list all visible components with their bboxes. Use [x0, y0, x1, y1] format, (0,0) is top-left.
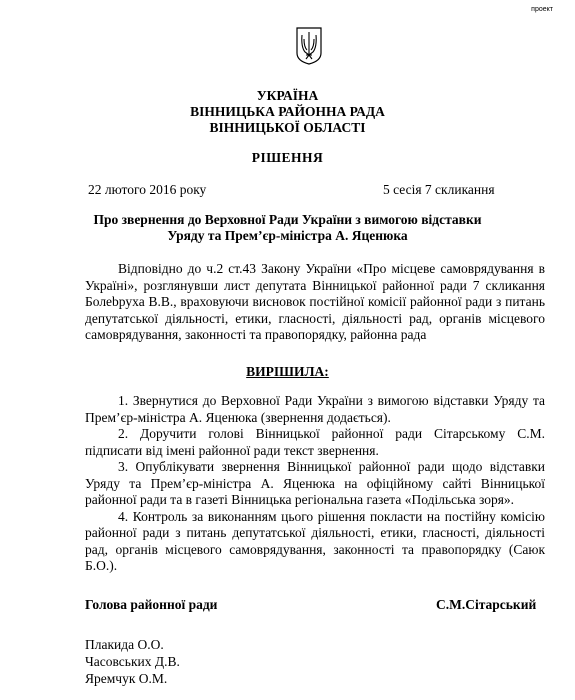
preamble	[85, 261, 545, 344]
resolved-heading: ВИРІШИЛА:	[246, 364, 329, 379]
preamble-text: Відповідно до ч.2 ст.43 Закону України «Про місцеве самоврядування в Україні», розглянувши лист депутата Вінницької районної ради 7 скликання Болеbруха В.В., враховуючи висновок постійної комісії районної ради з питань депутатської діяльності, етики, гласності, діяльності рад, органів місцевого самоврядування, законності та правопорядку, районна рада	[85, 261, 545, 342]
signer-name: Яремчук О.М.	[85, 671, 168, 686]
trident-coat-of-arms-icon	[296, 27, 322, 65]
signer-name: Часовських Д.В.	[85, 654, 180, 669]
decision-point: 1. Звернутися до Верховної Ради України з вимогою відставки Уряду та Прем’єр-міністра А. Яценюка (звернення додається).	[85, 393, 545, 425]
header-council: ВІННИЦЬКА РАЙОННА РАДА	[190, 104, 385, 119]
decision-point: 2. Доручити голові Вінницької районної ради Сітарському С.М. підписати від імені районної ради текст звернення.	[85, 426, 545, 458]
document-header	[0, 88, 575, 136]
draft-mark: проект	[531, 6, 553, 13]
chairman-name: С.М.Сітарський	[436, 597, 537, 612]
decision-title: РІШЕННЯ	[251, 150, 324, 165]
header-country: УКРАЇНА	[256, 88, 319, 103]
subject-line: Уряду та Прем’єр-міністра А. Яценюка	[167, 228, 408, 243]
signers-list	[85, 636, 180, 687]
decision-date: 22 лютого 2016 року	[88, 182, 207, 197]
subject-line: Про звернення до Верховної Ради України з вимогою відставки	[93, 212, 482, 227]
decision-subject	[0, 212, 575, 244]
decision-points	[85, 393, 545, 575]
session-info: 5 сесія 7 скликання	[383, 182, 495, 197]
chairman-title: Голова районної ради	[85, 597, 218, 612]
signer-name: Плакида О.О.	[85, 637, 164, 652]
decision-point: 3. Опублікувати звернення Вінницької районної ради щодо відставки Уряду та Прем’єр-міністра А. Яценюка на офіційному сайті Вінницької районної ради та в газеті Вінницька регіональна газета «Подільська зоря».	[85, 459, 545, 507]
header-region: ВІННИЦЬКОЇ ОБЛАСТІ	[209, 120, 366, 135]
decision-point: 4. Контроль за виконанням цього рішення покласти на постійну комісію районної ради з питань депутатської діяльності, етики, гласності, діяльності рад, органів місцевого самоврядування, законності та правопорядку (Саюк Б.О.).	[85, 508, 545, 573]
